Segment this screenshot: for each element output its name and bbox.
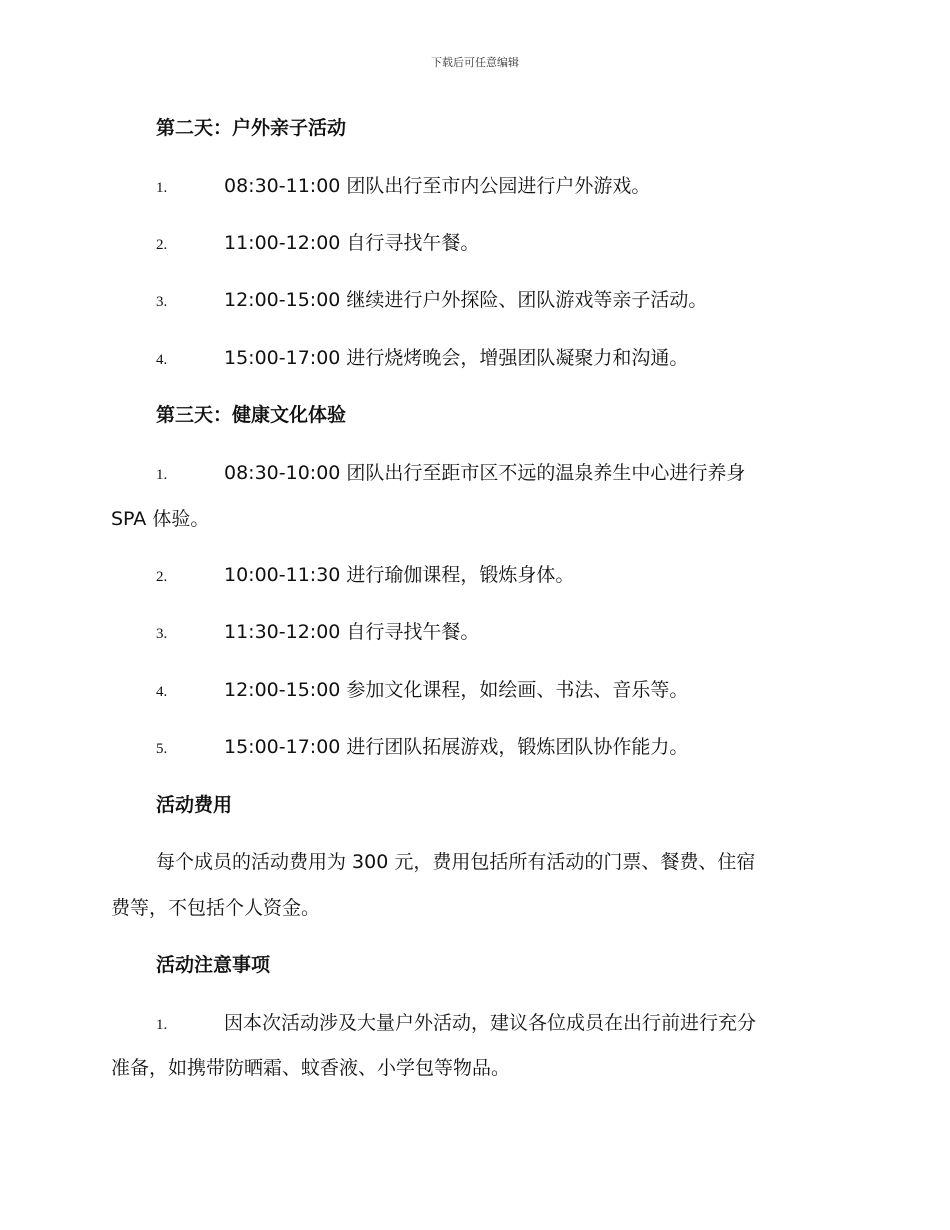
list-item: 08:30-10:00 团队出行至距市区不远的温泉养生中心进行养身 — [224, 462, 746, 484]
list-item: 08:30-11:00 团队出行至市内公园进行户外游戏。 — [224, 175, 651, 197]
list-number: 3. — [156, 294, 168, 310]
section-heading-notes: 活动注意事项 — [156, 954, 271, 976]
list-number: 1. — [156, 1017, 168, 1033]
section-heading-fees: 活动费用 — [156, 794, 233, 816]
list-number: 1. — [156, 467, 168, 483]
list-item: 12:00-15:00 参加文化课程，如绘画、书法、音乐等。 — [224, 679, 689, 701]
list-item-continuation: SPA 体验。 — [111, 508, 210, 530]
list-number: 4. — [156, 684, 168, 700]
list-number: 4. — [156, 352, 168, 368]
list-item: 因本次活动涉及大量户外活动，建议各位成员在出行前进行充分 — [224, 1012, 757, 1034]
list-number: 1. — [156, 180, 168, 196]
section-heading-day2: 第二天：户外亲子活动 — [156, 117, 347, 139]
list-item: 10:00-11:30 进行瑜伽课程，锻炼身体。 — [224, 564, 575, 586]
list-item: 15:00-17:00 进行烧烤晚会，增强团队凝聚力和沟通。 — [224, 347, 689, 369]
paragraph-line: 费等，不包括个人资金。 — [111, 897, 321, 919]
page-header: 下载后可任意编辑 — [431, 56, 519, 69]
list-number: 2. — [156, 237, 168, 253]
list-item: 11:00-12:00 自行寻找午餐。 — [224, 232, 480, 254]
paragraph-line: 每个成员的活动费用为 300 元，费用包括所有活动的门票、餐费、住宿 — [156, 851, 756, 873]
section-heading-day3: 第三天：健康文化体验 — [156, 404, 347, 426]
list-item: 11:30-12:00 自行寻找午餐。 — [224, 621, 480, 643]
list-item-continuation: 准备，如携带防晒霜、蚊香液、小学包等物品。 — [111, 1057, 511, 1079]
list-number: 2. — [156, 569, 168, 585]
list-number: 3. — [156, 626, 168, 642]
list-number: 5. — [156, 741, 168, 757]
list-item: 12:00-15:00 继续进行户外探险、团队游戏等亲子活动。 — [224, 289, 708, 311]
list-item: 15:00-17:00 进行团队拓展游戏，锻炼团队协作能力。 — [224, 736, 689, 758]
